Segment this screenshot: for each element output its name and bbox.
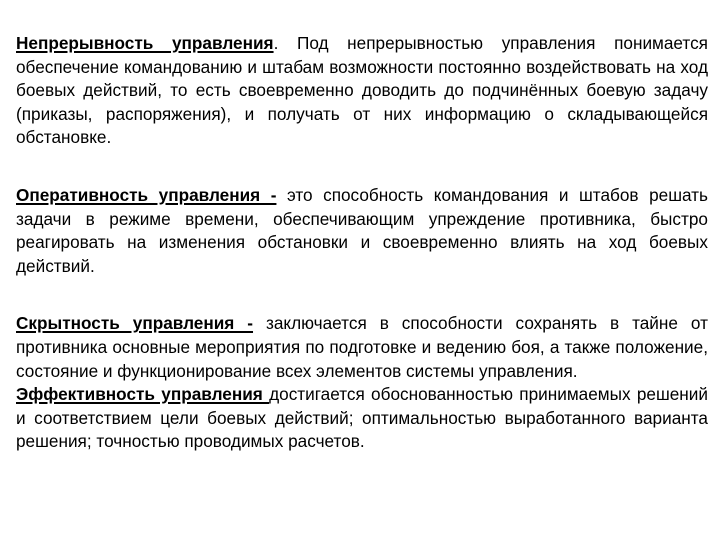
paragraph-secrecy [16,312,708,383]
definition-operativeness: это способность командования и штабов решать задачи в режиме времени, обеспечивающим упреждение противника, быстро реагировать на изменения обстановки и своевременно влиять на ход боевых действий. [16,184,708,276]
paragraph-efficiency-speed [16,184,708,278]
term-effectiveness: Эффективность управления [16,384,270,405]
definition-continuity: . Под непрерывностью управления понимается обеспечение командованию и штабам возможности постоянно воздействовать на ход боевых действий, то есть своевременно доводить до подчинённых боевую задачу (приказы, распоряжения), и получать от них информацию о складывающейся обстановке. [16,33,708,148]
definition-effectiveness: достигается обоснованностью принимаемых решений и соответствием цели боевых действий; оптимальностью выработанного варианта решения; точностью проводимых расчетов. [16,384,708,452]
paragraph-effectiveness [16,383,708,454]
definition-secrecy: заключается в способности сохранять в тайне от противника основные мероприятия по подготовке и ведению боя, а также положение, состояние и функционирование всех элементов системы управления. [16,313,708,381]
term-operativeness: Оперативность управления - [16,184,277,205]
paragraph-continuity [16,32,708,150]
document-page [16,32,708,454]
term-continuity: Непрерывность управления [16,33,274,53]
term-secrecy: Скрытность управления - [16,313,254,334]
